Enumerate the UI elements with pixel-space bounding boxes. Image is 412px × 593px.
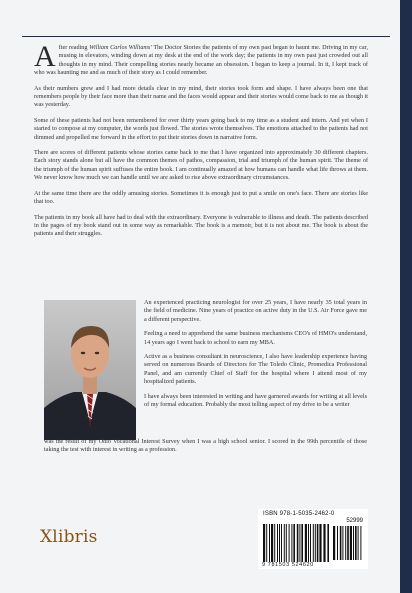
author-bio-continued [44,438,367,455]
paragraph-1-lead: fter reading [58,44,90,51]
bio-paragraph-4: I have always been interested in writing and have garnered awards for writing at all levels of my formal education. Probably the most telling aspect of my drive to be a writer [144,392,367,409]
bio-paragraph-1: An experienced practicing neurologist for over 25 years, I have nearly 35 total years in the field of medicine. Nine years of practice on active duty in the U.S. Air Force gave me a different perspective. [144,299,367,323]
bio-paragraph-2: Feeling a need to apprehend the same business mechanisms CEO's of HMO's understand, 14 years ago I went back to school to earn my MBA. [144,330,367,346]
dropcap: A [34,40,56,73]
author-photo [44,300,136,440]
publisher-logo: Xlibris [40,527,98,547]
price-code: 52999 [346,518,363,524]
book-reference-title: William Carlos Williams' [89,44,154,51]
description-text [34,40,368,246]
paragraph-4: There are scores of different patients whose stories came back to me that I have organized into approximately 30 different chapters. Each story stands alone but all have the common themes of pathos, compassion, trial and triumph of the human spirit. The theme of the triumph of the human spirit suffuses the entire book. I am continually amazed at how humans can handle what life throws at them. We never know how much we can handle until we are asked to rise above extraordinary circumstances. [34,149,368,182]
paragraph-6: The patients in my book all have had to deal with the extraordinary. Everyone is vulnerable to illness and death. The patients described in the pages of my book stand out in some way as remarkable. The book is a memoir, but it is not about me. The book is about the patients and their struggles. [34,213,368,238]
paragraph-5: At the same time there are the oddly amusing stories. Sometimes it is enough just to put a smile on one's face. There are stories like that too. [34,189,368,206]
top-rule [22,36,390,37]
barcode-bars [263,524,331,562]
isbn-label: ISBN 978-1-5035-2462-0 [263,511,335,517]
author-bio [144,299,367,415]
paragraph-1 [34,40,368,78]
paragraph-1-body: The Doctor Stories the patients of my own past began to haunt me. Driving in my car, musing in elevators, winding down at my desk at the end of the work day; the patients in my own past just crowded out all thoughts in my mind. Their compelling stories nearly became an obsession. I began to keep a journal. In it, I kept track of who was haunting me and as much of their story as I could remember. [34,44,368,77]
bio-paragraph-3: Active as a business consultant in neuroscience, I also have leadership experience having served on numerous Boards of Directors for The Toledo Clinic, Promedica Professional Panel, and am currently Chief of Staff for the hospital where I attend most of my hospitalized patients. [144,353,367,386]
bio-paragraph-4-tail: was the result of my Ohio Vocational Interest Survey when I was a high school senior. I scored in the 99th percentile of those taking the test with interest in writing as a profession. [44,438,367,454]
spine-bar [400,0,412,593]
barcode-addon-bars [333,526,363,560]
paragraph-3: Some of these patients had not been remembered for over thirty years going back to my time as a student and intern. And yet when I started to compose at my computer, the words just flowed. The stories wrote themselves. The emotions attached to the patients had not dimmed and propelled me forward in the effort to put their stories down in narrative form. [34,116,368,141]
paragraph-2: As their numbers grew and I had more details clear in my mind, their stories took form and shape. I have always been one that remembers people by their face more than their name and the faces would appear and their stories would come back to me as though it was yesterday. [34,84,368,109]
isbn-barcode [258,509,368,569]
barcode-digits: 9 781503 524620 [262,562,314,568]
